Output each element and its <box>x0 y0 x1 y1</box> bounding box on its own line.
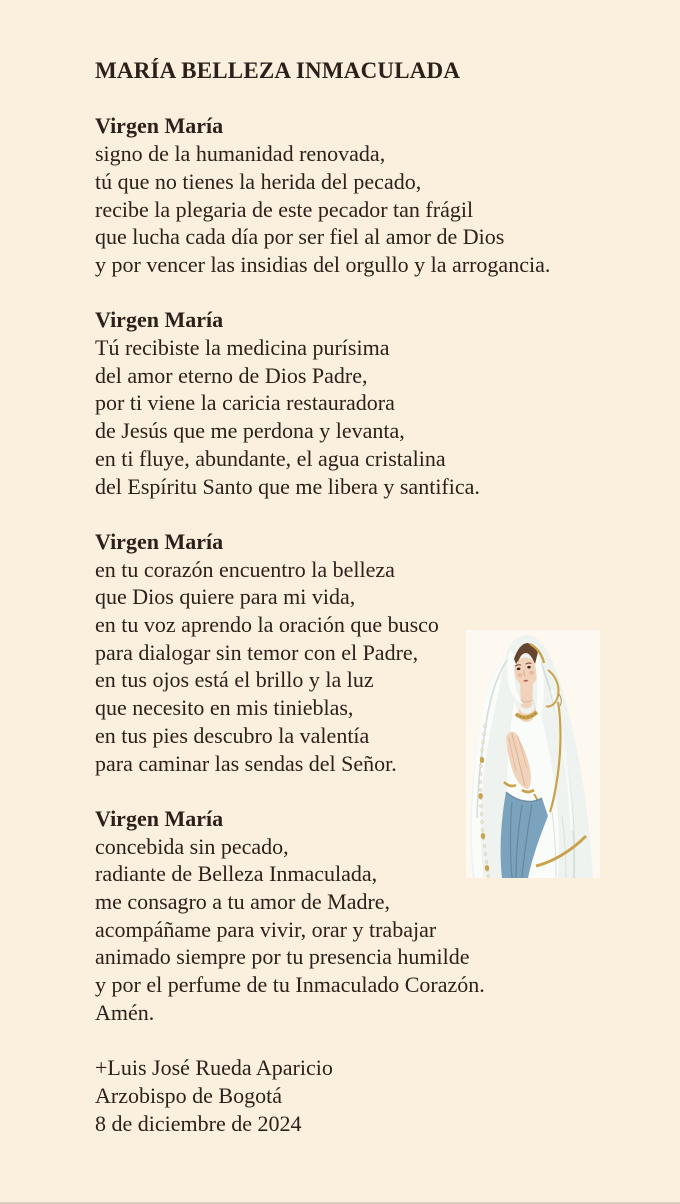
signature-block <box>95 1054 615 1137</box>
stanza-lines <box>95 334 615 500</box>
text-line: concebida sin pecado, <box>95 833 289 859</box>
text-line: +Luis José Rueda Aparicio <box>95 1055 333 1081</box>
prayer-text-column <box>95 57 615 1137</box>
text-line: en tu corazón encuentro la belleza <box>95 556 395 582</box>
text-line: recibe la plegaria de este pecador tan frágil <box>95 196 474 222</box>
stanza-heading: Virgen María <box>95 528 224 554</box>
text-line: del Espíritu Santo que me libera y santifica. <box>95 473 480 499</box>
text-line: del amor eterno de Dios Padre, <box>95 362 368 388</box>
page-title: MARÍA BELLEZA INMACULADA <box>95 58 461 83</box>
stanza-heading: Virgen María <box>95 805 224 831</box>
stanza-heading: Virgen María <box>95 307 224 333</box>
text-line: en tus ojos está el brillo y la luz <box>95 667 374 693</box>
text-line: que lucha cada día por ser fiel al amor de Dios <box>95 224 505 250</box>
text-line: Amén. <box>95 999 155 1025</box>
text-line: para caminar las sendas del Señor. <box>95 750 397 776</box>
text-line: para dialogar sin temor con el Padre, <box>95 639 419 665</box>
virgin-mary-statue-image <box>466 630 600 878</box>
text-line: por ti viene la caricia restauradora <box>95 390 395 416</box>
stanza-lines <box>95 140 615 279</box>
text-line: y por el perfume de tu Inmaculado Corazón. <box>95 972 485 998</box>
text-line: 8 de diciembre de 2024 <box>95 1110 302 1136</box>
stanza-heading: Virgen María <box>95 113 224 139</box>
text-line: Tú recibiste la medicina purísima <box>95 335 390 360</box>
text-line: acompáñame para vivir, orar y trabajar <box>95 916 437 942</box>
stanza-2 <box>95 306 615 500</box>
text-line: que necesito en mis tinieblas, <box>95 695 354 721</box>
stanza-1 <box>95 112 615 278</box>
text-line: animado siempre por tu presencia humilde <box>95 944 470 970</box>
text-line: en ti fluye, abundante, el agua cristalina <box>95 445 446 471</box>
text-line: tú que no tienes la herida del pecado, <box>95 168 422 194</box>
text-line: en tus pies descubro la valentía <box>95 722 370 748</box>
text-line: signo de la humanidad renovada, <box>95 141 386 167</box>
text-line: en tu voz aprendo la oración que busco <box>95 612 439 638</box>
text-line: que Dios quiere para mi vida, <box>95 584 356 610</box>
virgin-mary-statue-drawing <box>466 630 600 878</box>
text-line: de Jesús que me perdona y levanta, <box>95 418 405 444</box>
text-line: y por vencer las insidias del orgullo y la arrogancia. <box>95 251 551 277</box>
text-line: Arzobispo de Bogotá <box>95 1082 282 1108</box>
text-line: radiante de Belleza Inmaculada, <box>95 861 378 887</box>
text-line: me consagro a tu amor de Madre, <box>95 889 391 915</box>
